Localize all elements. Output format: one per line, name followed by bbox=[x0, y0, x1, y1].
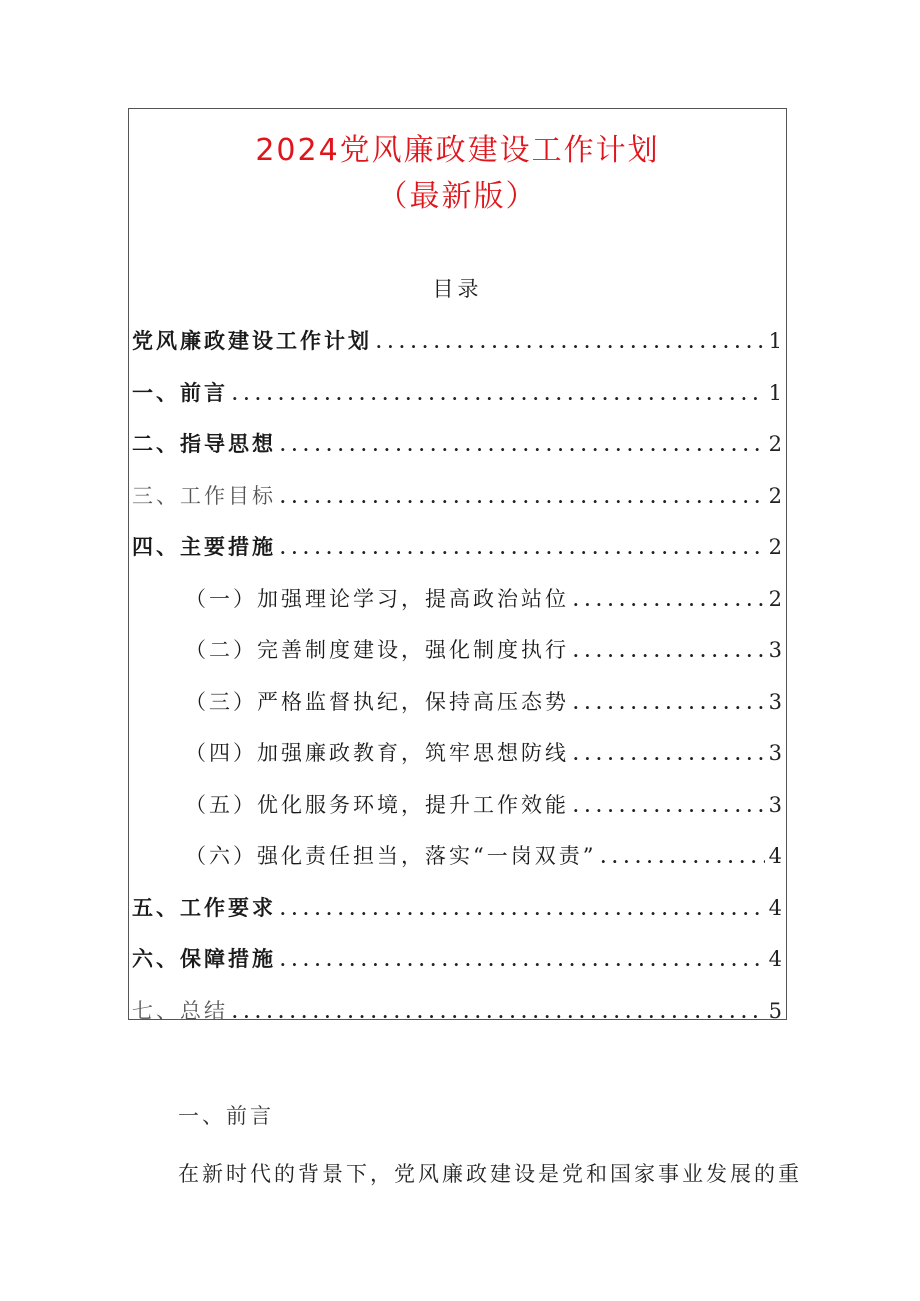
toc-entry-page-number: 4 bbox=[768, 947, 782, 971]
section-heading: 一、前言 bbox=[178, 1104, 274, 1128]
toc-entry-label: （三）严格监督执纪，保持高压态势 bbox=[185, 689, 569, 714]
toc-entry-page-number: 2 bbox=[768, 483, 782, 508]
toc-entry-label: 一、前言 bbox=[132, 379, 228, 405]
toc-entry[interactable] bbox=[185, 840, 782, 870]
document-title: 2024党风廉政建设工作计划 bbox=[255, 133, 660, 168]
toc-dot-leader bbox=[573, 797, 765, 816]
toc-entry[interactable] bbox=[132, 892, 782, 922]
toc-entry-label: （五）优化服务环境，提升工作效能 bbox=[185, 792, 569, 817]
toc-entry-label: 七、总结 bbox=[132, 998, 228, 1023]
toc-dot-leader bbox=[280, 539, 765, 558]
toc-dot-leader bbox=[376, 333, 765, 352]
toc-entry-page-number: 2 bbox=[768, 432, 782, 456]
toc-dot-leader bbox=[280, 951, 765, 970]
toc-entry[interactable] bbox=[185, 583, 782, 613]
toc-dot-leader bbox=[573, 694, 765, 713]
toc-entry-page-number: 5 bbox=[768, 998, 782, 1023]
toc-entry[interactable] bbox=[132, 480, 782, 510]
toc-dot-leader bbox=[280, 488, 765, 507]
toc-entry[interactable] bbox=[132, 531, 782, 561]
toc-entry-page-number: 2 bbox=[768, 535, 782, 559]
toc-entry[interactable] bbox=[185, 686, 782, 716]
toc-heading: 目录 bbox=[432, 277, 483, 301]
document-subtitle: （最新版） bbox=[377, 179, 538, 214]
toc-entry-label: （二）完善制度建设，强化制度执行 bbox=[185, 638, 569, 662]
toc-entry[interactable] bbox=[185, 789, 782, 819]
toc-entry-label: 六、保障措施 bbox=[132, 946, 276, 971]
toc-entry-label: 党风廉政建设工作计划 bbox=[132, 328, 372, 353]
toc-entry-page-number: 3 bbox=[768, 792, 782, 817]
toc-entry[interactable] bbox=[185, 737, 782, 767]
toc-entry-page-number: 3 bbox=[768, 741, 782, 765]
toc-dot-leader bbox=[232, 1003, 765, 1022]
toc-entry-label: （四）加强廉政教育，筑牢思想防线 bbox=[185, 741, 569, 765]
toc-entry-page-number: 2 bbox=[768, 586, 782, 611]
toc-entry-label: （一）加强理论学习，提高政治站位 bbox=[185, 586, 569, 611]
toc-dot-leader bbox=[600, 848, 764, 867]
toc-dot-leader bbox=[280, 900, 765, 919]
toc-entry-page-number: 1 bbox=[768, 380, 782, 405]
toc-entry[interactable] bbox=[132, 943, 782, 973]
toc-entry[interactable] bbox=[132, 325, 782, 355]
toc-entry-label: （六）强化责任担当，落实“一岗双责” bbox=[185, 844, 597, 868]
table-of-contents-box bbox=[128, 108, 787, 1023]
toc-entry-page-number: 3 bbox=[768, 689, 782, 714]
toc-entry-page-number: 4 bbox=[768, 895, 782, 920]
toc-dot-leader bbox=[573, 642, 765, 661]
toc-entry[interactable] bbox=[132, 377, 782, 407]
toc-entry-page-number: 1 bbox=[768, 329, 782, 353]
toc-entry-page-number: 4 bbox=[768, 844, 782, 868]
toc-dot-leader bbox=[573, 745, 765, 764]
toc-entry-label: 二、指导思想 bbox=[132, 431, 276, 456]
toc-entry-page-number: 3 bbox=[768, 638, 782, 662]
toc-dot-leader bbox=[232, 385, 765, 404]
toc-dot-leader bbox=[280, 436, 765, 455]
toc-dot-leader bbox=[573, 591, 765, 610]
toc-entry-label: 三、工作目标 bbox=[132, 483, 276, 508]
body-paragraph: 在新时代的背景下，党风廉政建设是党和国家事业发展的重 bbox=[178, 1162, 802, 1186]
toc-entry[interactable] bbox=[132, 428, 782, 458]
toc-entry-label: 五、工作要求 bbox=[132, 894, 276, 920]
toc-entry[interactable] bbox=[185, 634, 782, 664]
toc-entry[interactable] bbox=[132, 995, 782, 1025]
toc-entry-label: 四、主要措施 bbox=[132, 534, 276, 559]
